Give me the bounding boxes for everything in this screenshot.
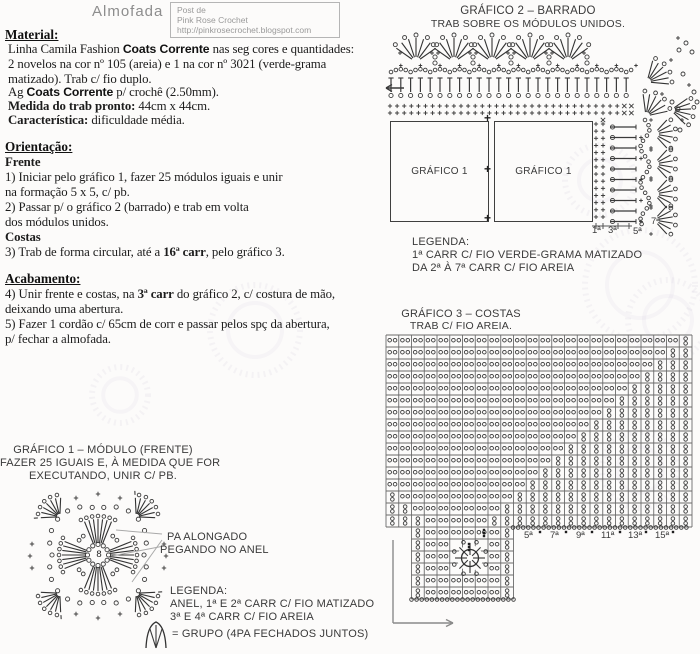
orientacao-line1: 1) Iniciar pelo gráfico 1, fazer 25 módulos iguais e unir xyxy=(5,170,283,184)
orientacao-heading: Orientação: xyxy=(5,139,73,154)
grafico3-title: GRÁFICO 3 – COSTAS xyxy=(401,308,521,320)
grafico3-row-label-11: 11ª xyxy=(601,530,615,541)
grafico1-legend-title: LEGENDA: xyxy=(170,585,228,597)
grafico1-legend-line3: = GRUPO (4PA FECHADOS JUNTOS) xyxy=(172,628,369,640)
material-line2: 2 novelos na cor nº 105 (areia) e 1 na cor nº 3021 (verde-grama xyxy=(8,57,327,71)
material-heading: Material: xyxy=(5,27,59,42)
grafico3-row-label-5: 5ª xyxy=(524,530,533,541)
grafico1-placeholder-box-right: GRÁFICO 1 xyxy=(494,121,593,222)
watermark-box xyxy=(170,2,340,38)
brand-name: Coats Corrente xyxy=(26,85,114,99)
module-annotation-line2: PEGANDO NO ANEL xyxy=(160,544,269,556)
material-line5: Medida do trab pronto: 44cm x 44cm. xyxy=(8,99,211,113)
grafico3-row-label-7: 7ª xyxy=(550,530,559,541)
group-stitch-fan-icon xyxy=(144,620,168,650)
grafico1-title-line1: GRÁFICO 1 – MÓDULO (FRENTE) xyxy=(13,444,193,456)
grafico2-title: GRÁFICO 2 – BARRADO xyxy=(460,5,596,17)
material-line6: Característica: dificuldade média. xyxy=(8,113,185,127)
acabamento-line2: deixando uma abertura. xyxy=(5,302,124,316)
acabamento-line1: 4) Unir frente e costas, na 3ª carr do gráfico 2, c/ costura de mão, xyxy=(5,287,336,301)
grafico2-legend-title: LEGENDA: xyxy=(412,236,470,248)
watermark-line1: Post de xyxy=(177,5,206,15)
join-plus-mark: + xyxy=(484,111,492,125)
orientacao-line3: 2) Passar p/ o gráfico 2 (barrado) e trab em volta xyxy=(5,200,249,214)
grafico2-legend-line1: 1ª CARR C/ FIO VERDE-GRAMA MATIZADO xyxy=(412,249,643,261)
orientacao-sub-frente: Frente xyxy=(5,155,41,169)
grafico1-placeholder-box-left: GRÁFICO 1 xyxy=(390,121,489,222)
page-title: Almofada xyxy=(92,3,164,20)
grafico1-legend-line2: 3ª E 4ª CARR C/ FIO AREIA xyxy=(170,611,314,623)
grafico2-legend-line2: DA 2ª À 7ª CARR C/ FIO AREIA xyxy=(412,262,575,274)
grafico3-row-label-15: 15ª xyxy=(655,530,670,541)
orientacao-line5: 3) Trab de forma circular, até a 16ª carr, pelo gráfico 3. xyxy=(5,245,285,259)
grafico3-grid-chart xyxy=(383,333,697,633)
join-plus-mark: + xyxy=(484,211,492,225)
grafico3-row-label-9: 9ª xyxy=(576,530,585,541)
acabamento-line3: 5) Fazer 1 cordão c/ 65cm de corr e passar pelos spç da abertura, xyxy=(5,317,330,331)
material-line4: Ag Coats Corrente p/ crochê (2.50mm). xyxy=(8,85,219,99)
material-line1: Linha Camila Fashion Coats Corrente nas seg cores e quantidades: xyxy=(8,42,355,56)
grafico2-subtitle: TRAB SOBRE OS MÓDULOS UNIDOS. xyxy=(430,18,626,30)
module-annotation-line1: PA ALONGADO xyxy=(167,531,248,543)
orientacao-sub-costas: Costas xyxy=(5,230,41,244)
grafico2-row-label-7: 7ª xyxy=(651,216,660,227)
join-plus-mark: + xyxy=(484,162,492,176)
grafico2-row-label-1: 1ª xyxy=(592,225,601,236)
watermark-url: http://pinkrosecrochet.blogspot.com xyxy=(177,25,312,35)
grafico1-legend-line1: ANEL, 1ª E 2ª CARR C/ FIO MATIZADO xyxy=(170,598,375,610)
grafico1-title-line2: FAZER 25 IGUAIS E, À MEDIDA QUE FOR xyxy=(0,457,221,469)
grafico2-row-label-3: 3ª xyxy=(608,225,617,236)
grafico3-subtitle: TRAB C/ FIO AREIA. xyxy=(409,320,513,332)
material-line3: matizado). Trab c/ fio duplo. xyxy=(8,72,152,86)
grafico3-row-label-13: 13ª xyxy=(628,530,643,541)
module-ring-label: 8 xyxy=(96,549,102,560)
grafico1-title-line3: EXECUTANDO, UNIR C/ PB. xyxy=(28,470,178,482)
grafico2-row-label-5: 5ª xyxy=(633,226,642,237)
grafico2-barrado-right-edge-chart xyxy=(588,94,700,236)
orientacao-line2: na formação 5 x 5, c/ pb. xyxy=(5,185,130,199)
acabamento-heading: Acabamento: xyxy=(5,271,81,286)
acabamento-line4: p/ fechar a almofada. xyxy=(5,332,111,346)
brand-name: Coats Corrente xyxy=(122,42,210,56)
watermark-line2: Pink Rose Crochet xyxy=(177,15,248,25)
orientacao-line4: dos módulos unidos. xyxy=(5,215,109,229)
